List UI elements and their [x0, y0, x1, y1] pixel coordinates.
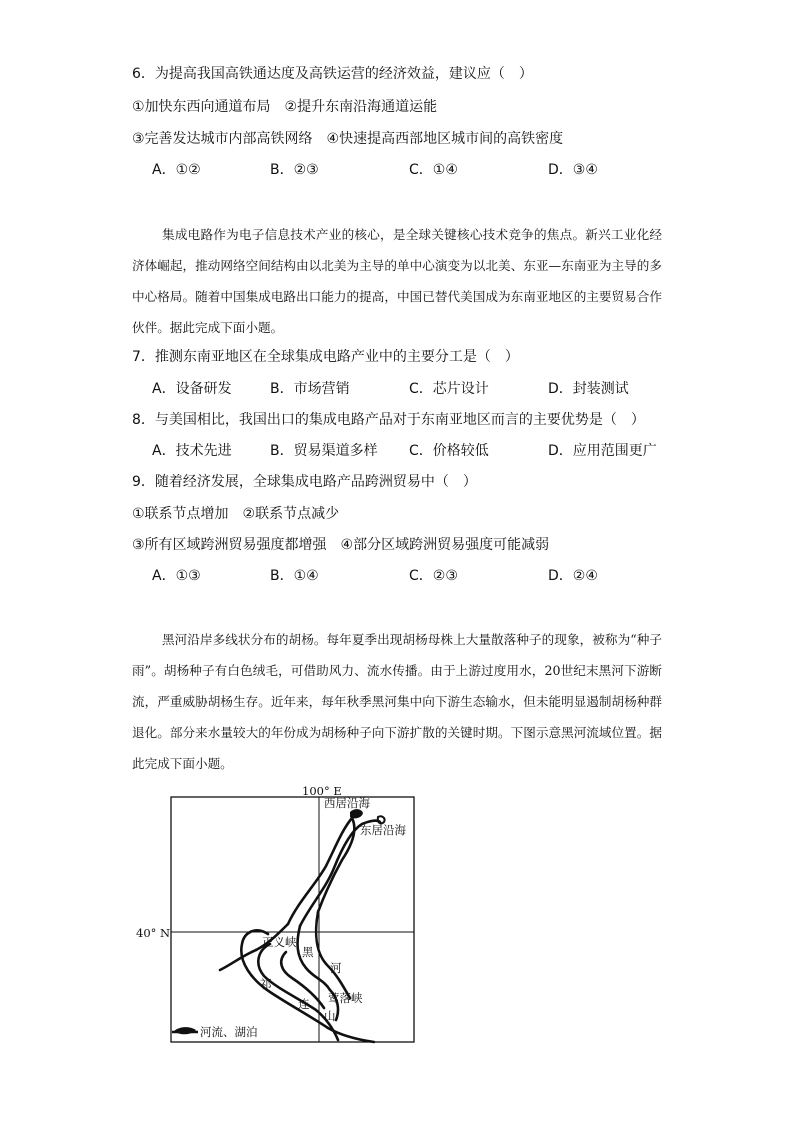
heihe-basin-map: [128, 784, 428, 1054]
label-lian: 连: [298, 997, 310, 1011]
passage-2-text: 黑河沿岸多线状分布的胡杨。每年夏季出现胡杨母株上大量散落种子的现象，被称为“种子雨”。胡杨种子有白色绒毛，可借助风力、流水传播。由于上游过度用水，20世纪末黑河下游断流，严重威胁胡杨生存。近年来，每年秋季黑河集中向下游生态输水，但未能明显遏制胡杨种群退化。部分来水量较大的年份成为胡杨种子向下游扩散的关键时期。下图示意黑河流域位置。据此完成下面小题。: [132, 632, 662, 771]
option-b[interactable]: B．市场营销: [270, 381, 350, 397]
question-6-items-3-4: ③完善发达城市内部高铁网络 ④快速提高西部地区城市间的高铁密度: [132, 131, 564, 147]
option-a[interactable]: A．技术先进: [152, 443, 232, 459]
option-a[interactable]: A．①②: [152, 162, 201, 178]
label-hei: 黑: [302, 945, 314, 959]
label-zhengyixia: 正义峡: [262, 935, 297, 949]
question-7-stem: 7．推测东南亚地区在全球集成电路产业中的主要分工是（ ）: [132, 349, 519, 365]
question-8-stem: 8．与美国相比，我国出口的集成电路产品对于东南亚地区而言的主要优势是（ ）: [132, 412, 645, 428]
option-d[interactable]: D．③④: [548, 162, 598, 178]
question-9-stem: 9．随着经济发展，全球集成电路产品跨洲贸易中（ ）: [132, 474, 477, 490]
option-b[interactable]: B．①④: [270, 568, 319, 584]
label-west-juyan-lake: 西居沿海: [324, 796, 370, 810]
label-yingluoxia: 莺落峡: [328, 991, 363, 1005]
question-6-stem: 6．为提高我国高铁通达度及高铁运营的经济效益，建议应（ ）: [132, 66, 533, 82]
option-d[interactable]: D．应用范围更广: [548, 443, 657, 459]
label-shan: 山: [324, 1009, 336, 1023]
tributary-west: [220, 950, 256, 970]
question-9-items-3-4: ③所有区域跨洲贸易强度都增强 ④部分区域跨洲贸易强度可能减弱: [132, 537, 550, 553]
option-a[interactable]: A．设备研发: [152, 381, 232, 397]
option-b[interactable]: B．贸易渠道多样: [270, 443, 378, 459]
legend-label: 河流、湖泊: [200, 1025, 258, 1039]
label-qi: 祁: [260, 977, 272, 991]
question-6-items-1-2: ①加快东西向通道布局 ②提升东南沿海通道运能: [132, 99, 438, 115]
passage-1-text: 集成电路作为电子信息技术产业的核心，是全球关键核心技术竞争的焦点。新兴工业化经济体崛起，推动网络空间结构由以北美为主导的单中心演变为以北美、东亚—东南亚为主导的多中心格局。随着中国集成电路出口能力的提高，中国已替代美国成为东南亚地区的主要贸易合作伙伴。据此完成下面小题。: [132, 227, 662, 335]
option-d[interactable]: D．封装测试: [548, 381, 629, 397]
meridian-label: 100° E: [302, 784, 342, 798]
label-he: 河: [330, 961, 342, 975]
option-c[interactable]: C．价格较低: [409, 443, 489, 459]
map-graphic: [128, 784, 428, 1054]
option-a[interactable]: A．①③: [152, 568, 201, 584]
passage-integrated-circuits: [132, 219, 662, 343]
river-middle-3: [316, 912, 350, 998]
label-east-juyan-lake: 东居沿海: [360, 823, 406, 837]
parallel-label: 40° N: [136, 926, 171, 940]
passage-populus-euphratica: [132, 624, 662, 779]
option-c[interactable]: C．芯片设计: [409, 381, 489, 397]
question-9-items-1-2: ①联系节点增加 ②联系节点减少: [132, 506, 340, 522]
option-c[interactable]: C．②③: [409, 568, 458, 584]
option-d[interactable]: D．②④: [548, 568, 598, 584]
option-b[interactable]: B．②③: [270, 162, 319, 178]
option-c[interactable]: C．①④: [409, 162, 458, 178]
